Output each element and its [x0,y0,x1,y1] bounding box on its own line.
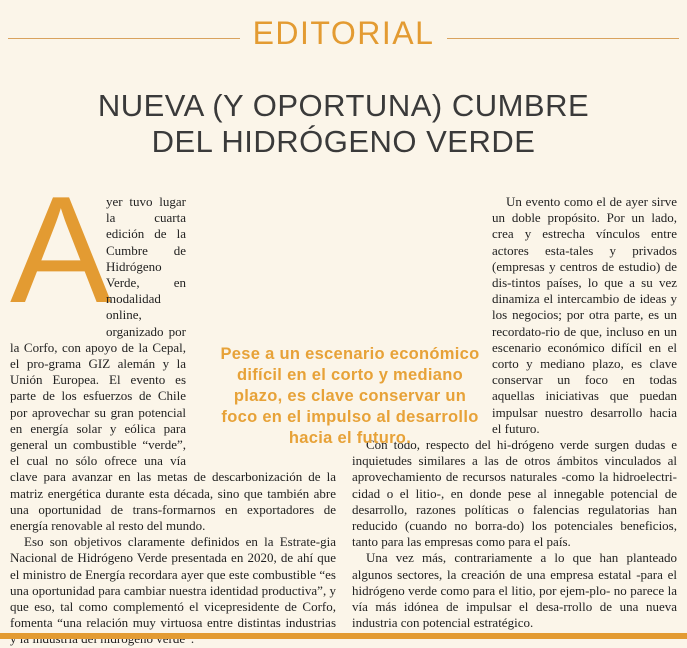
pull-quote: Pese a un escenario económico difícil en el corto y mediano plazo, es clave conservar un foco en el impulso al desarrollo hacia el futuro. [220,345,480,447]
headline-line-1: NUEVA (Y OPORTUNA) CUMBRE [97,88,590,123]
bottom-accent-bar [0,633,687,639]
drop-cap: A [10,165,112,335]
headline [40,88,647,160]
section-label-text: EDITORIAL [243,15,445,51]
headline-line-2: DEL HIDRÓGENO VERDE [151,124,536,159]
left-paragraph-1: yer tuvo lugar la cuarta edición de la Cumbre de Hidrógeno Verde, en modalidad online, organizado por la Corfo, con apoyo de la Cepal, el pro-grama GIZ alemán y la Unión Europea. El evento es parte de los esfuerzos de Chile por aprovechar su gran potencial en energía solar y eólica para general un combustible “verde”, el cual no sólo ofrece una vía clave para avanzar en las metas de descarbonización de la matriz energética durante esta década, sino que también abre una oportunidad de trans-formarnos en exportadores de energía renovable al resto del mundo. [10,194,336,534]
right-paragraph-1: Un evento como el de ayer sirve un doble propósito. Por un lado, crea y estrecha vínculos entre actores esta-tales y privados (empresas y centros de estudio) de dis-tintos países, lo que a su vez dinamiza el intercambio de ideas y los negocios; por otra parte, es un recordato-rio de que, incluso en un escenario económico difícil en el corto y mediano plazo, es clave conservar un foco en todas aquellas iniciativas que puedan impulsar nuestro desarrollo hacia el futuro. [492,194,677,436]
right-paragraph-2: Con todo, respecto del hi-drógeno verde surgen dudas e inquietudes similares a las de otros ámbitos vinculados al aprovechamiento de recursos naturales -como la hidroelectri-cidad o el litio-, en donde pese al innegable potencial de desarrollo, razones políticas o falencias regulatorias han reducido (cuando no borra-do) los potenciales beneficios, tanto para las empresas como para el país. [352,437,677,550]
dropcap-spacer [10,194,106,326]
section-label [0,15,687,52]
left-paragraph-2: Eso son objetivos claramente definidos en la Estrate-gia Nacional de Hidrógeno Verde presentada en 2020, de ahí que el ministro de Energía recordara ayer que este combustible “es una oportunidad para cambiar nuestra identidad productiva”, y que eso, tal como complementó el vicepresidente de Corfo, fomenta “una relación muy virtuosa entre distintas industrias [10,534,336,631]
right-paragraph-3: Una vez más, contrariamente a lo que han planteado algunos sectores, la creación de una empresa estatal -para el hidrógeno verde como para el litio, por ejem-plo- no parece la vía más idónea de impulsar el desa-rrollo de una nueva industria con potencial estratégico. [352,550,677,631]
